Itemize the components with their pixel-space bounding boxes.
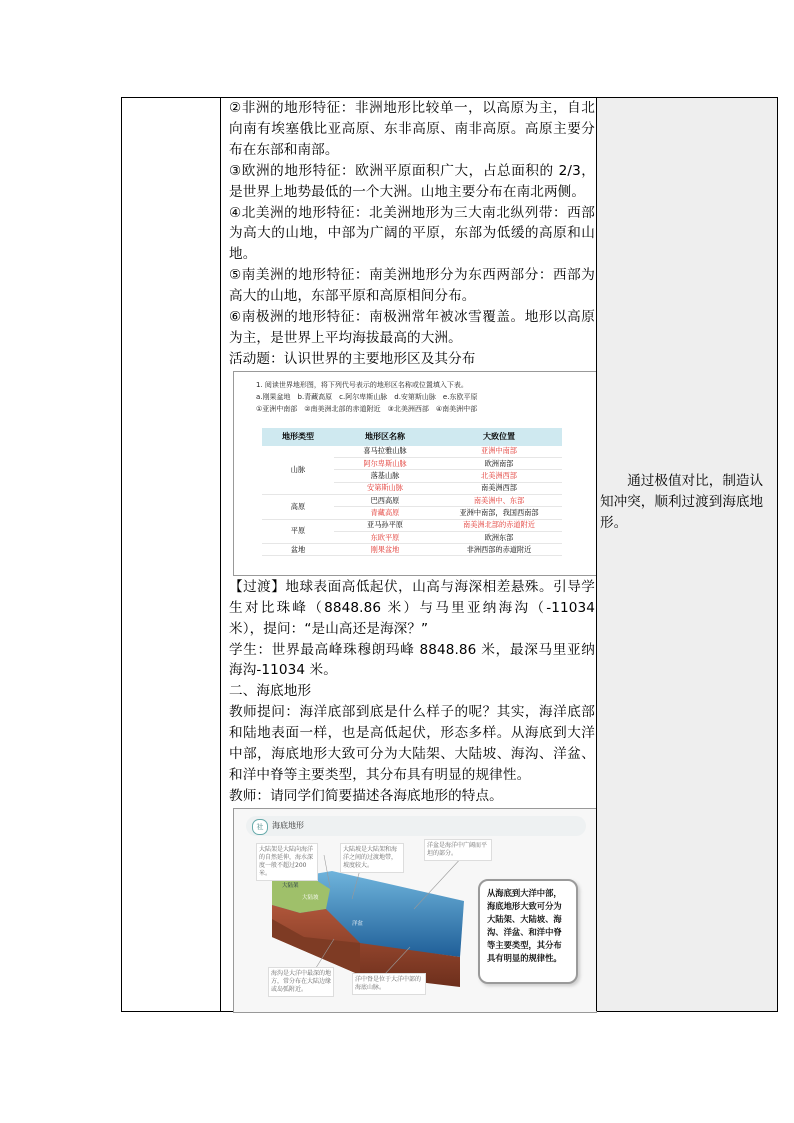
- paragraph: 学生：世界最高峰珠穆朗玛峰 8848.86 米，最深马里亚纳海沟-11034 米。: [229, 641, 595, 679]
- paragraph: 教师提问：海洋底部到底是什么样子的呢？其实，海洋底部和陆地表面一样，也是高低起伏，形态多样。从海底到大洋中部，海底地形大致可分为大陆架、大陆坡、海沟、洋盆、和洋中脊等主要类型，其分布具有明显的规律性。: [229, 704, 595, 783]
- design-intent-column: [597, 98, 777, 1011]
- cell-name: 亚马孙平原: [334, 519, 436, 531]
- paragraph: ④北美洲的地形特征：北美洲地形为三大南北纵列带：西部为高大的山地，中部为广阔的平原，东部为低缓的高原和山地。: [229, 204, 595, 263]
- content-column: [227, 98, 595, 1014]
- paragraph: ③欧洲的地形特征：欧洲平原面积广大，占总面积的 2/3，是世界上地势最低的一个大洲。山地主要分布在南北两侧。: [229, 162, 595, 200]
- note-ocean-basin: 洋盆是海洋中广阔而平坦的部分。: [424, 839, 492, 861]
- cell-location: 欧洲东部: [436, 531, 562, 543]
- cell-location: 非洲西部的赤道附近: [436, 544, 562, 556]
- lesson-table: [121, 97, 778, 1012]
- table-row: [262, 446, 562, 458]
- header-name: 地形区名称: [334, 428, 436, 446]
- cell-type: 盆地: [262, 544, 334, 556]
- cell-location: 南美洲北部的赤道附近: [436, 519, 562, 531]
- cell-name: 阿尔卑斯山脉: [334, 458, 436, 470]
- paragraph: 教师：请同学们简要描述各海底地形的特点。: [229, 787, 503, 804]
- paragraph: 活动题：认识世界的主要地形区及其分布: [229, 350, 476, 367]
- cell-location: 南美洲中、东部: [436, 494, 562, 506]
- note-mid-ocean-ridge: 洋中脊是位于大洋中部的海底山脉。: [352, 973, 426, 995]
- cell-name: 喜马拉雅山脉: [334, 446, 436, 458]
- landform-table: [262, 428, 562, 557]
- table-row: [262, 519, 562, 531]
- cell-type: 平原: [262, 519, 334, 544]
- seabed-summary-card: 从海底到大洋中部，海底地形大致可分为大陆架、大陆坡、海沟、洋盆、和洋中脊等主要类型，其分布具有明显的规律性。: [478, 879, 578, 984]
- paragraph: 【过渡】地球表面高低起伏，山高与海深相差悬殊。引导学生对比珠峰（8848.86 米）与马里亚纳海沟（-11034 米），提问：“是山高还是海深？”: [229, 578, 595, 637]
- note-continental-slope: 大陆坡是大陆架和海洋之间的过渡地带，坡度较大。: [340, 843, 404, 873]
- paragraph: ⑤南美洲的地形特征：南美洲地形分为东西两部分：西部为高大的山地，东部平原和高原相间分布。: [229, 267, 595, 305]
- activity-image: [233, 371, 597, 576]
- note-trench: 海沟是大洋中最深的地方，常分布在大陆边缘或岛弧附近。: [268, 967, 334, 997]
- paragraph: 二、海底地形: [229, 683, 312, 700]
- cell-name: 青藏高原: [334, 507, 436, 519]
- paragraph: ②非洲的地形特征：非洲地形比较单一，以高原为主，自北向南有埃塞俄比亚高原、东非高原、南非高原。高原主要分布在东部和南部。: [229, 100, 595, 158]
- table-row: [262, 544, 562, 556]
- paragraph: ⑥南极洲的地形特征：南极洲常年被冰雪覆盖。地形以高原为主，是世界上平均海拔最高的大洲。: [229, 309, 595, 346]
- left-column: [122, 98, 220, 1011]
- cell-name: 东欧平原: [334, 531, 436, 543]
- cell-name: 安第斯山脉: [334, 482, 436, 494]
- cell-location: 北美洲西部: [436, 470, 562, 482]
- cell-name: 刚果盆地: [334, 544, 436, 556]
- cell-location: 南美洲西部: [436, 482, 562, 494]
- options-line-2: ①亚洲中南部 ②南美洲北部的赤道附近 ③北美洲西部 ④南美洲中部: [256, 404, 478, 413]
- cell-name: 落基山脉: [334, 470, 436, 482]
- question-text: 1. 阅读世界地形图，将下列代号表示的地形区名称或位置填入下表。: [256, 380, 468, 389]
- cell-location: 欧洲南部: [436, 458, 562, 470]
- label-shelf: 大陆架: [282, 882, 299, 889]
- cell-type: 山脉: [262, 446, 334, 495]
- cell-location: 亚洲中南部: [436, 446, 562, 458]
- header-location: 大致位置: [436, 428, 562, 446]
- header-type: 地形类型: [262, 428, 334, 446]
- seabed-image: [233, 808, 597, 1013]
- label-slope: 大陆坡: [302, 894, 319, 901]
- label-basin: 洋盆: [352, 920, 364, 927]
- publisher-logo: 社: [252, 819, 268, 835]
- activity-question: [256, 379, 586, 415]
- cell-location: 亚洲中南部，我国西南部: [436, 507, 562, 519]
- seabed-title: 海底地形: [272, 820, 304, 830]
- options-line-1: a.刚果盆地 b.青藏高原 c.阿尔卑斯山脉 d.安第斯山脉 e.东欧平原: [256, 392, 478, 401]
- design-intent-note: 通过极值对比，制造认知冲突，顺利过渡到海底地形。: [600, 473, 764, 531]
- note-continental-shelf: 大陆架是大陆向海洋的自然延伸，海水深度一般不超过200米。: [256, 843, 318, 881]
- column-divider: [220, 98, 221, 1011]
- cell-type: 高原: [262, 494, 334, 519]
- table-row: [262, 494, 562, 506]
- cell-name: 巴西高原: [334, 494, 436, 506]
